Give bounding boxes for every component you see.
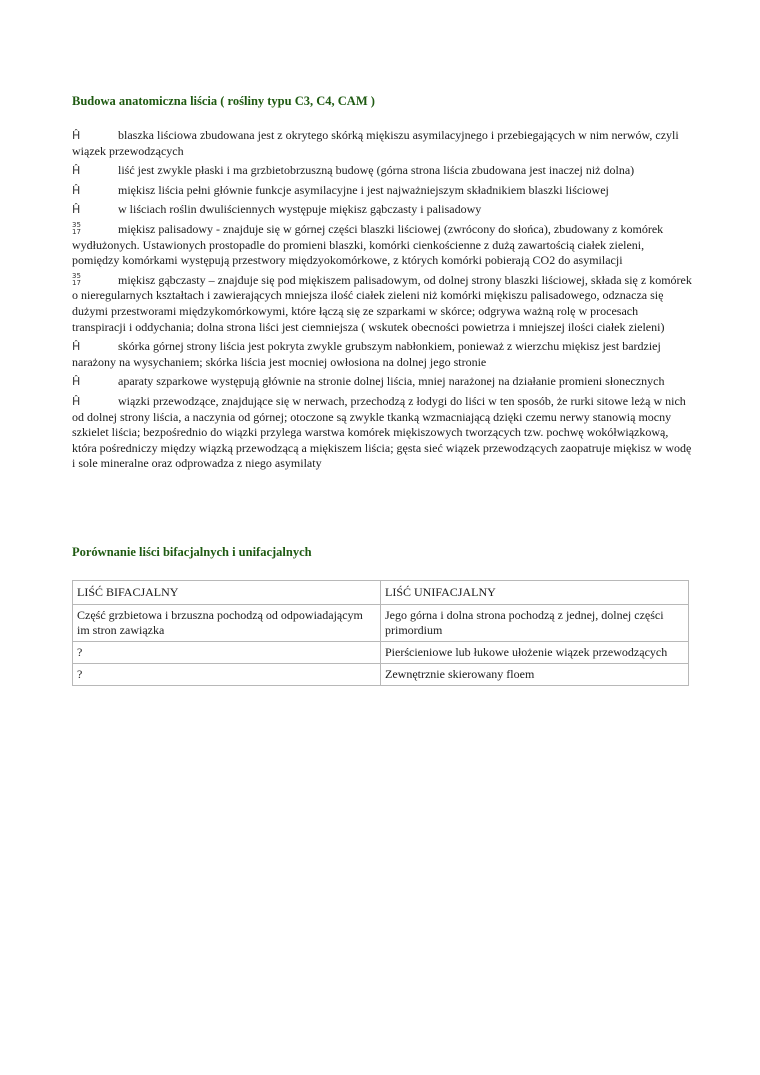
- list-item: [72, 394, 692, 472]
- list-item-text: aparaty szparkowe występują głównie na stronie dolnej liścia, mniej narażonej na działanie promieni słonecznych: [118, 374, 665, 389]
- table-cell: Pierścieniowe lub łukowe ułożenie wiązek przewodzących: [381, 642, 689, 664]
- bullet-bottom: 17: [72, 227, 81, 236]
- table-cell: Część grzbietowa i brzuszna pochodzą od odpowiadającym im stron zawiązka: [73, 605, 381, 642]
- column-header-bifacial: LIŚĆ BIFACJALNY: [73, 581, 381, 605]
- table-row: [73, 605, 689, 642]
- bullet-glyph: Ĥ: [72, 164, 81, 178]
- list-item: [72, 128, 692, 159]
- table-row: [73, 642, 689, 664]
- list-item-text: blaszka liściowa zbudowana jest z okrytego skórką miękiszu asymilacyjnego i przebiegających w nim nerwów, czyli wiązek przewodzących: [72, 128, 679, 158]
- comparison-table: [72, 580, 689, 686]
- bullet-top: 35: [72, 271, 81, 280]
- bullet-fraction-glyph: [72, 222, 118, 236]
- bullet-glyph: Ĥ: [72, 340, 81, 354]
- anatomy-list: [72, 128, 692, 476]
- bullet-glyph: Ĥ: [72, 375, 81, 389]
- table-cell: ?: [73, 642, 381, 664]
- table-cell: ?: [73, 664, 381, 686]
- bullet-top: 35: [72, 220, 81, 229]
- list-item-text: miękisz palisadowy - znajduje się w górnej części blaszki liściowej (zwrócony do słońca), zbudowany z komórek wydłużonych. Ustawionych prostopadle do promieni blaszki, komórki cienkościenne z dużą zawartością ciałek zieleni, pomiędzy komórkami występują przestwory międzyokomórkowe, z których komórki pobierają CO2 do asymilacji: [72, 221, 664, 268]
- bullet-glyph: Ĥ: [72, 183, 81, 197]
- section-heading-anatomy: Budowa anatomiczna liścia ( rośliny typu C3, C4, CAM ): [72, 94, 375, 108]
- list-item-text: liść jest zwykle płaski i ma grzbietobrzuszną budowę (górna strona liścia zbudowana jest inaczej niż dolna): [118, 163, 635, 178]
- list-item: [72, 374, 692, 390]
- bullet-glyph: Ĥ: [72, 203, 81, 217]
- bullet-glyph: Ĥ: [72, 394, 81, 408]
- list-item: [72, 202, 692, 218]
- column-header-unifacial: LIŚĆ UNIFACJALNY: [381, 581, 689, 605]
- list-item-text: miękisz gąbczasty – znajduje się pod miękiszem palisadowym, od dolnej strony blaszki liściowej, składa się z komórek o nieregularnych kształtach i zawierających mniejsza ilość ciałek zieleni niż komórki miękiszu palisadowego, odznacza się dużymi przestworami międzykomórkowymi, które łączą się ze szparkami w skórce; odgrywa ważną rolę w procesach transpiracji i oddychania; dolna strona liści jest ciemniejsza ( wskutek obecności powietrza i mniejszej ilości ciałek zieleni): [72, 272, 692, 334]
- bullet-bottom: 17: [72, 278, 81, 287]
- table-row: [73, 664, 689, 686]
- list-item: [72, 183, 692, 199]
- list-item: [72, 273, 692, 335]
- bullet-glyph: Ĥ: [72, 129, 81, 142]
- list-item: [72, 339, 692, 370]
- list-item: [72, 222, 692, 269]
- section-heading-comparison: Porównanie liści bifacjalnych i unifacjalnych: [72, 545, 312, 559]
- list-item-text: w liściach roślin dwuliściennych występuje miękisz gąbczasty i palisadowy: [118, 202, 482, 217]
- table-cell: Zewnętrznie skierowany floem: [381, 664, 689, 686]
- list-item-text: wiązki przewodzące, znajdujące się w nerwach, przechodzą z łodygi do liści w ten sposób, że rurki sitowe leżą w nich od dolnej strony liścia, a naczynia od górnej; otoczone są zwykle tkanką wzmacniającą dzięki czemu nerwy stanowią mocny szkielet liścia; bezpośrednio do wiązki przylega warstwa komórek miękiszowych tworzących tzw. pochwę wokółwiązkową, która pośredniczy między wiązką przewodzącą a miękiszem liścia; gęsta sieć wiązek przewodzących zaopatruje miękisz w wodę i sole mineralne oraz odprowadza z niego asymilaty: [72, 393, 692, 471]
- list-item-text: skórka górnej strony liścia jest pokryta zwykle grubszym nabłonkiem, ponieważ z wierzchu miękisz jest bardziej narażony na wysychaniem; skórka liścia jest mocniej owłosiona na dolnej jego stronie: [72, 339, 661, 369]
- list-item: [72, 163, 692, 179]
- table-cell: Jego górna i dolna strona pochodzą z jednej, dolnej części primordium: [381, 605, 689, 642]
- bullet-fraction-glyph: [72, 273, 118, 287]
- table-header-row: [73, 581, 689, 605]
- list-item-text: miękisz liścia pełni głównie funkcje asymilacyjne i jest najważniejszym składnikiem blaszki liściowej: [118, 182, 609, 197]
